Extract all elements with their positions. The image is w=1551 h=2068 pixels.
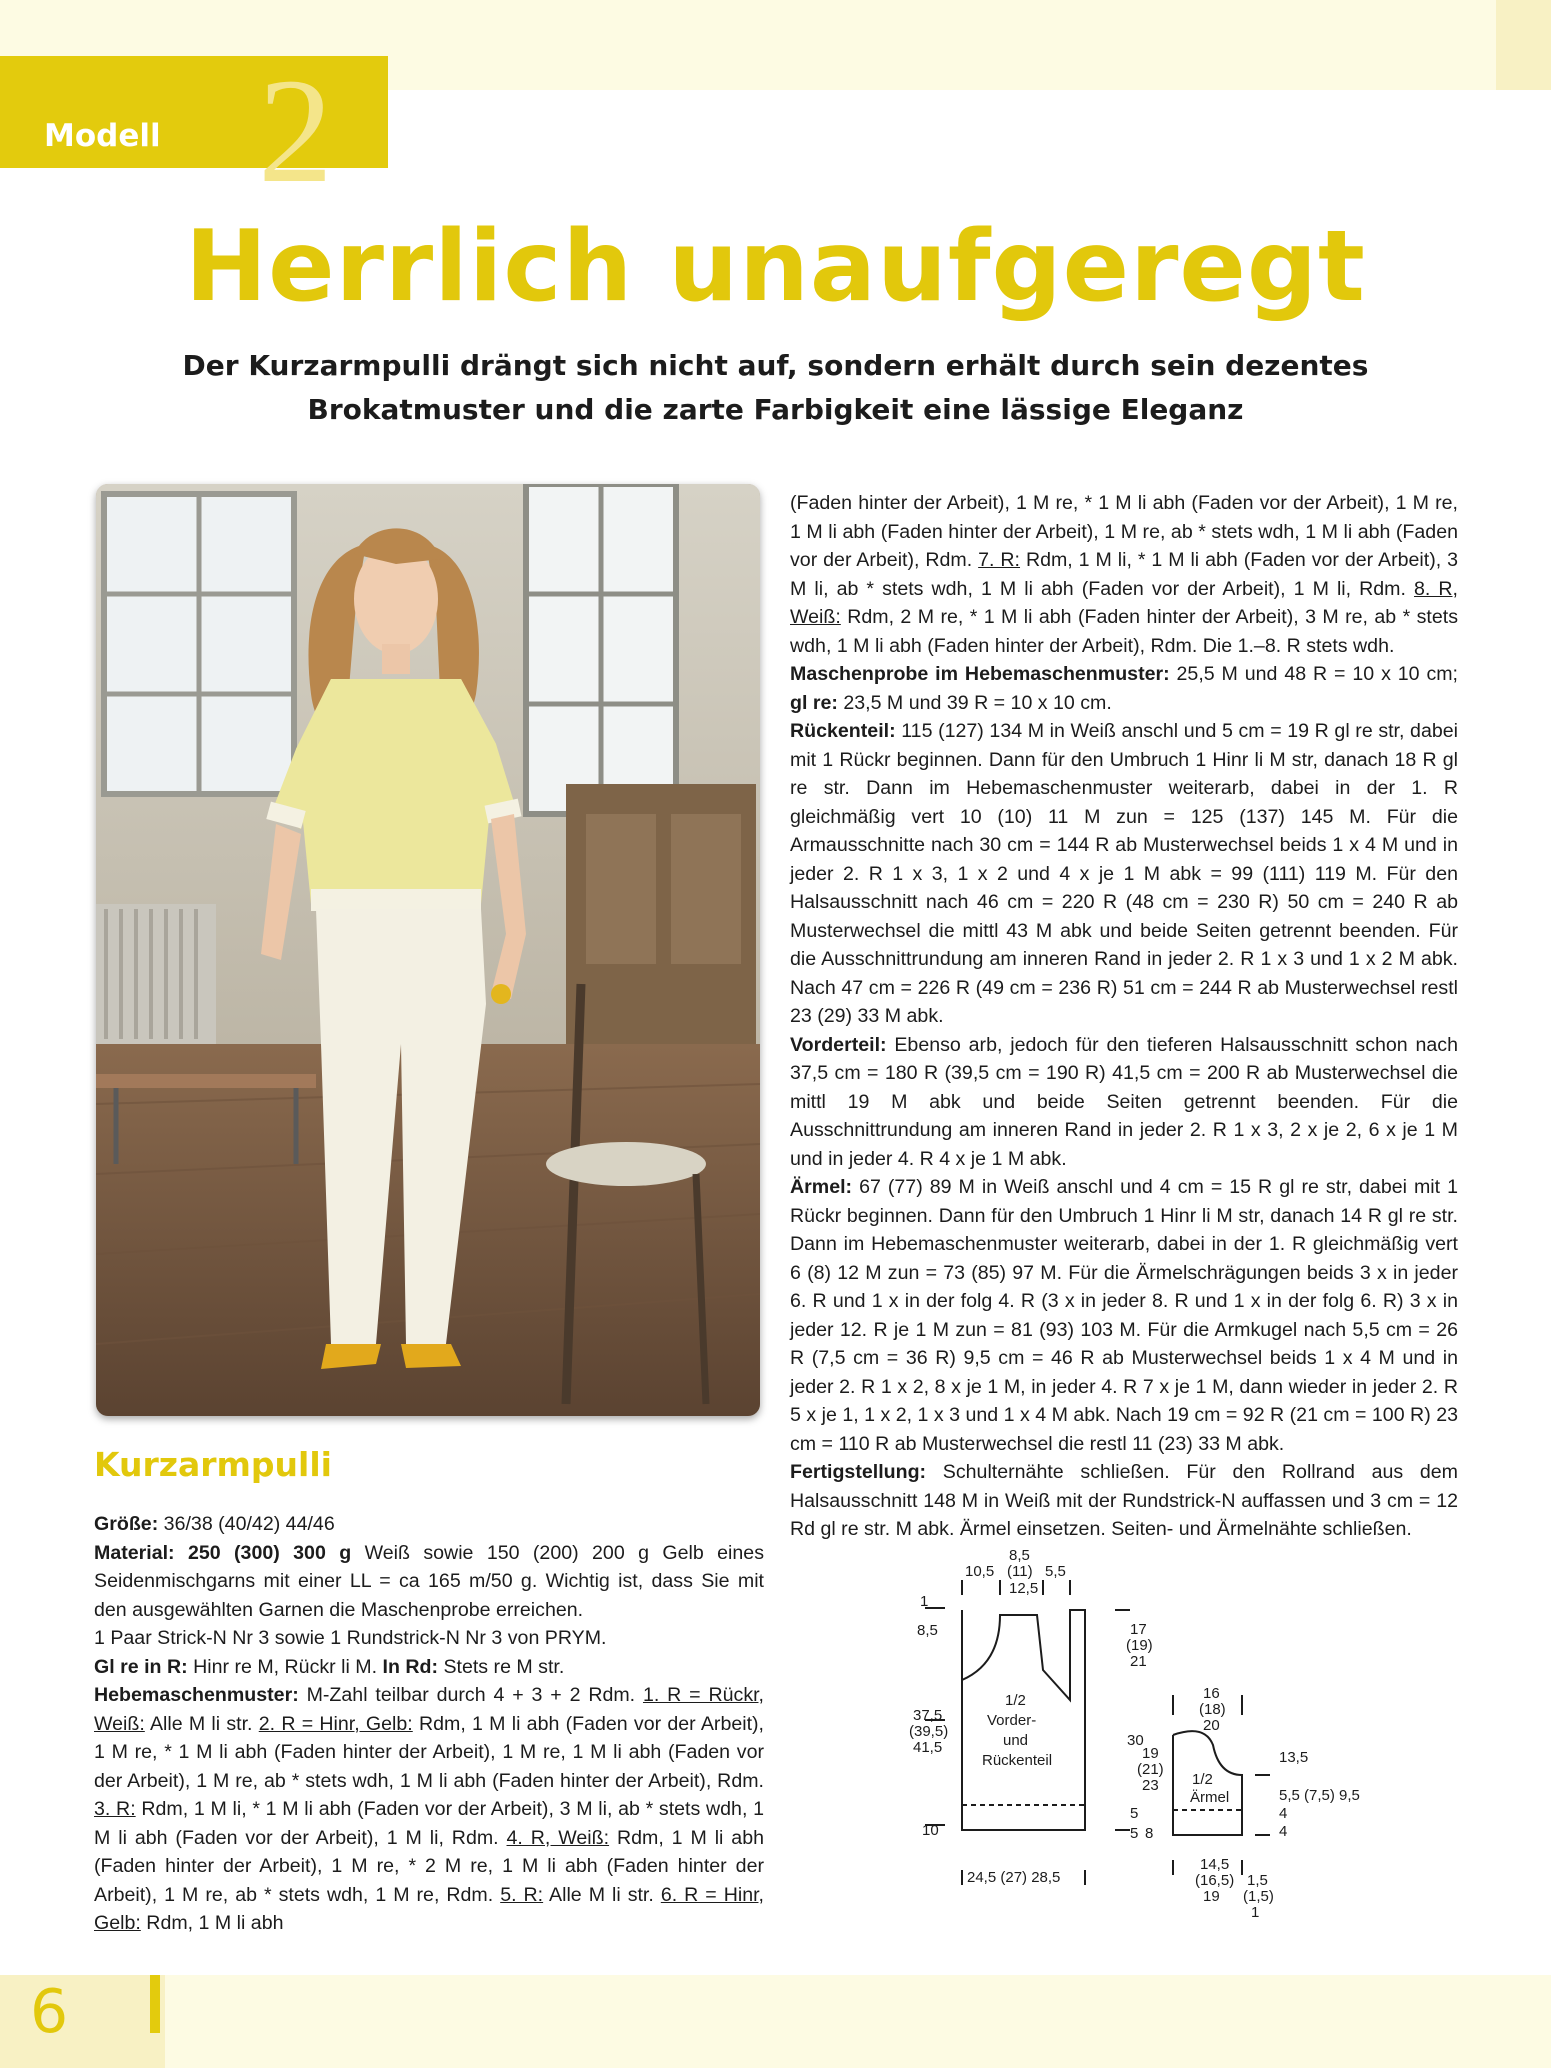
dim-top-left: 10,5: [965, 1563, 995, 1580]
page-number-block: [0, 1975, 165, 2068]
size-text: 36/38 (40/42) 44/46: [158, 1513, 335, 1535]
sleeve-right-4a: 4: [1279, 1805, 1288, 1822]
row-8-label: 8. R, Weiß:: [790, 577, 1458, 628]
model-badge-label: Modell: [44, 118, 161, 154]
section-heading: Kurzarmpulli: [94, 1445, 332, 1484]
row-3-label: 3. R:: [94, 1798, 136, 1820]
back-label: Rückenteil:: [790, 720, 896, 742]
size-paragraph: [94, 1510, 764, 1539]
model-badge: [0, 48, 388, 214]
material-label: Material: 250 (300) 300 g: [94, 1541, 352, 1564]
row-6-label: 6. R = Hinr, Gelb:: [94, 1883, 764, 1934]
sleeve-top-20: 20: [1203, 1717, 1220, 1734]
sleeve-bottom-r3: 1: [1251, 1904, 1260, 1921]
size-label: Größe:: [94, 1513, 159, 1535]
page-number: 6: [30, 1977, 69, 2047]
row-5-text: Alle M li str.: [543, 1883, 661, 1906]
finishing-text: Schulternähte schließen. Für den Rollrand aus dem Halsausschnitt 148 M in Weiß mit der Rundstrick-N auffassen und 3 cm = 12 Rd gl re str. M abk. Ärmel einsetzen. Seiten- und Ärmelnähte schließen.: [790, 1461, 1458, 1540]
dim-right-17: 17: [1130, 1621, 1147, 1638]
finishing-label: Fertigstellung:: [790, 1461, 927, 1483]
sleeve-top-18: (18): [1199, 1701, 1226, 1718]
sleeve-bottom-r2: (1,5): [1243, 1888, 1274, 1905]
sleeve-right-135: 13,5: [1279, 1749, 1309, 1766]
finishing-paragraph: [790, 1458, 1458, 1544]
needles-paragraph: 1 Paar Strick-N Nr 3 sowie 1 Rundstrick-N Nr 3 von PRYM.: [94, 1627, 607, 1649]
row-4-label: 4. R, Weiß:: [506, 1826, 610, 1849]
front-paragraph: [790, 1031, 1458, 1174]
dim-top-center: 8,5: [1009, 1547, 1030, 1564]
dim-top-center-2: (11): [1007, 1563, 1033, 1580]
left-column: [94, 1445, 764, 1938]
row-1-text: Alle M li str.: [144, 1712, 259, 1735]
sleeve-left-23: 23: [1142, 1777, 1159, 1794]
row-5-label: 5. R:: [500, 1883, 544, 1906]
body-label-2: Vorder-: [987, 1712, 1037, 1729]
row-1-label: 1. R = Rückr, Weiß:: [94, 1684, 764, 1735]
gauge-paragraph: [790, 660, 1458, 717]
body-label-4: Rückenteil: [982, 1752, 1053, 1769]
dim-right-19: (19): [1126, 1637, 1153, 1654]
body-label-3: und: [1003, 1732, 1029, 1749]
sleeve-bottom-r1: 1,5: [1247, 1872, 1268, 1889]
row-3-text: Rdm, 1 M li, * 1 M li abh (Faden vor der Arbeit), 3 M li, ab * stets wdh, 1 M li abh (Faden vor der Arbeit), 1 M li, Rdm.: [94, 1798, 764, 1849]
dim-top-right: 5,5: [1045, 1563, 1066, 1580]
in-round-text: Stets re M str.: [438, 1655, 565, 1678]
sleeve-schematic: [1173, 1695, 1270, 1875]
instructions-left: [94, 1510, 764, 1938]
sleeve-left-21: (21): [1137, 1761, 1164, 1778]
dim-left-85: 8,5: [917, 1622, 938, 1639]
slip-stitch-text: M-Zahl teilbar durch 4 + 3 + 2 Rdm.: [298, 1684, 643, 1706]
stockinette-text: Hinr re M, Rückr li M.: [187, 1655, 383, 1678]
gauge-label: Maschenprobe im Hebemaschenmuster:: [790, 663, 1170, 685]
slip-stitch-paragraph: [94, 1681, 764, 1938]
dim-right-30: 30: [1127, 1732, 1144, 1749]
sleeve-bottom-19: 19: [1203, 1888, 1220, 1905]
row-2-text: Rdm, 1 M li abh (Faden vor der Arbeit), 1 M re, * 1 M li abh (Faden hinter der Arbeit), 1 M re, 1 M li abh (Faden vor der Arbeit), 1 M re, ab * stets wdh, 1 M li abh (Faden hinter der Arbeit), Rdm.: [94, 1712, 764, 1792]
model-photo-illustration: [96, 484, 760, 1416]
back-text: 115 (127) 134 M in Weiß anschl und 5 cm = 19 R gl re str, dabei mit 1 Rückr beginnen. Dann für den Umbruch 1 Hinr li M str, danach 18 R gl re str. Dann im Hebemaschenmuster weiterarb, dabei in der 1. R gleichmäßig vert 10 (10) 11 M zun = 125 (137) 145 M. Für die Armausschnitte nach 30 cm = 144 R ab Musterwechsel beids 1 x 4 M und in jeder 2. R 1 x 3, 1 x 2 und 4 x je 1 M abk = 99 (111) 119 M. Für den Halsausschnitt nach 46 cm = 220 R (48 cm = 230 R) 50 cm = 240 R ab Musterwechsel die mittl 43 M abk und beide Seiten getrennt beenden. Für die Ausschnittrundung am inneren Rand in jeder 2. R 1 x 3 und 1 x 2 M abk. Nach 47 cm = 226 R (49 cm = 236 R) 51 cm = 244 R ab Musterwechsel restl 23 (29) 33 M abk.: [790, 720, 1458, 1027]
in-round-label: In Rd:: [382, 1655, 438, 1678]
model-badge-number: 2: [258, 48, 333, 214]
dim-bottom-width: 24,5 (27) 28,5: [967, 1869, 1061, 1886]
sleeve-paragraph: [790, 1173, 1458, 1458]
stitch-paragraph: [94, 1653, 764, 1682]
gauge-text-2: 23,5 M und 39 R = 10 x 10 cm.: [837, 691, 1112, 714]
page-number-accent: [150, 1975, 160, 2033]
page-subtitle: Der Kurzarmpulli drängt sich nicht auf, sondern erhält durch sein dezentes Brokatmuster und die zarte Farbigkeit eine lässige Eleganz: [182, 349, 1369, 426]
pattern-continued-text: (Faden hinter der Arbeit), 1 M re, * 1 M li abh (Faden vor der Arbeit), 1 M re, 1 M li abh (Faden hinter der Arbeit), 1 M re, ab * stets wdh, 1 M li abh (Faden vor der Arbeit), Rdm.: [790, 492, 1458, 571]
dim-left-395: (39,5): [909, 1723, 949, 1740]
sleeve-top-16: 16: [1203, 1685, 1220, 1702]
row-2-label: 2. R = Hinr, Gelb:: [258, 1712, 413, 1735]
dim-left-1: 1: [920, 1593, 929, 1610]
sleeve-bottom-165: (16,5): [1195, 1872, 1235, 1889]
row-8-text: Rdm, 2 M re, * 1 M li abh (Faden hinter der Arbeit), 3 M re, ab * stets wdh, 1 M li abh (Faden hinter der Arbeit), Rdm. Die 1.–8. R stets wdh.: [790, 606, 1458, 657]
row-6-text: Rdm, 1 M li abh: [140, 1912, 284, 1934]
sleeve-text: 67 (77) 89 M in Weiß anschl und 4 cm = 15 R gl re str, dabei mit 1 Rückr beginnen. Dann für den Umbruch 1 Hinr li M str, danach 14 R gl re str. Dann im Hebemaschenmuster weiterarb, dabei in der 1. R gleichmäßig vert 6 (8) 12 M zun = 73 (85) 97 M. Für die Ärmelschrägungen beids 3 x in jeder 6. R und 1 x in der folg 4. R (3 x in jeder 8. R und 1 x in der folg 6. R) 3 x in jeder 12. R je 1 M zun = 81 (93) 103 M. Für die Armkugel nach 5,5 cm = 26 R (7,5 cm = 36 R) 9,5 cm = 46 R ab Musterwechsel beids 1 x 4 M und in jeder 2. R 1 x 2, 8 x je 1 M, in jeder 4. R 7 x je 1 M, dann wieder in jeder 2. R 5 x je 1, 1 x 2, 1 x 3 und 1 x 4 M abk. Nach 19 cm = 92 R (21 cm = 100 R) 23 cm = 110 R ab Musterwechsel die restl 11 (23) 33 M abk.: [790, 1176, 1458, 1455]
stockinette-label: Gl re in R:: [94, 1655, 188, 1678]
sleeve-right-55: 5,5 (7,5) 9,5: [1279, 1787, 1360, 1804]
sleeve-bottom-145: 14,5: [1200, 1856, 1230, 1873]
dim-left-415: 41,5: [913, 1739, 943, 1756]
row-7-label: 7. R:: [978, 549, 1021, 571]
dim-right-21: 21: [1130, 1653, 1147, 1670]
sleeve-right-4b: 4: [1279, 1823, 1288, 1840]
schematic-diagram: [905, 1540, 1385, 1930]
dim-left-10: 10: [922, 1822, 939, 1839]
body-label-1: 1/2: [1005, 1692, 1026, 1709]
dim-top-width: 12,5: [1009, 1580, 1039, 1597]
bottom-bar: [0, 1975, 1551, 2068]
dim-left-375: 37,5: [913, 1707, 943, 1724]
gauge-text-1: 25,5 M und 48 R = 10 x 10 cm;: [1169, 663, 1459, 685]
page-title: Herrlich unaufgeregt: [185, 210, 1366, 324]
top-bar-corner: [1496, 0, 1551, 90]
model-photo: [96, 484, 760, 1416]
sleeve-label: Ärmel:: [790, 1176, 853, 1198]
sleeve-label-1: 1/2: [1192, 1771, 1213, 1788]
dim-right-5a: 5: [1130, 1805, 1139, 1822]
front-text: Ebenso arb, jedoch für den tieferen Halsausschnitt schon nach 37,5 cm = 180 R (39,5 cm = 190 R) 41,5 cm = 200 R ab Musterwechsel die mittl 19 M abk und beide Seiten getrennt beenden. Für die Ausschnittrundung am inneren Rand in jeder 2. R 1 x 3, 2 x je 2, 6 x je 1 M und in jeder 4. R 4 x je 1 M abk.: [790, 1033, 1458, 1170]
dim-right-5b: 5: [1130, 1825, 1139, 1842]
row-7-text: Rdm, 1 M li, * 1 M li abh (Faden vor der Arbeit), 3 M li, ab * stets wdh, 1 M li abh (Faden vor der Arbeit), 1 M li, Rdm.: [790, 549, 1458, 600]
instructions-right: [790, 489, 1458, 1544]
material-paragraph: [94, 1539, 764, 1625]
slip-stitch-label: Hebemaschenmuster:: [94, 1684, 299, 1706]
sleeve-label-2: Ärmel: [1190, 1789, 1230, 1806]
sleeve-left-19: 19: [1142, 1745, 1159, 1762]
row-4-text: Rdm, 1 M li abh (Faden hinter der Arbeit), 1 M re, * 2 M re, 1 M li abh (Faden hinter der Arbeit), 1 M re, ab * stets wdh, 1 M re, Rdm.: [94, 1826, 764, 1906]
material-text: Weiß sowie 150 (200) 200 g Gelb eines Seidenmischgarns mit einer LL = ca 165 m/50 g. Wichtig ist, dass Sie mit den ausgewählten Garnen die Maschenprobe erreichen.: [94, 1541, 764, 1621]
front-label: Vorderteil:: [790, 1033, 887, 1056]
pattern-continued-paragraph: [790, 489, 1458, 660]
gauge-stockinette-label: gl re:: [790, 691, 838, 714]
back-paragraph: [790, 717, 1458, 1031]
sleeve-left-8: 8: [1145, 1825, 1154, 1842]
